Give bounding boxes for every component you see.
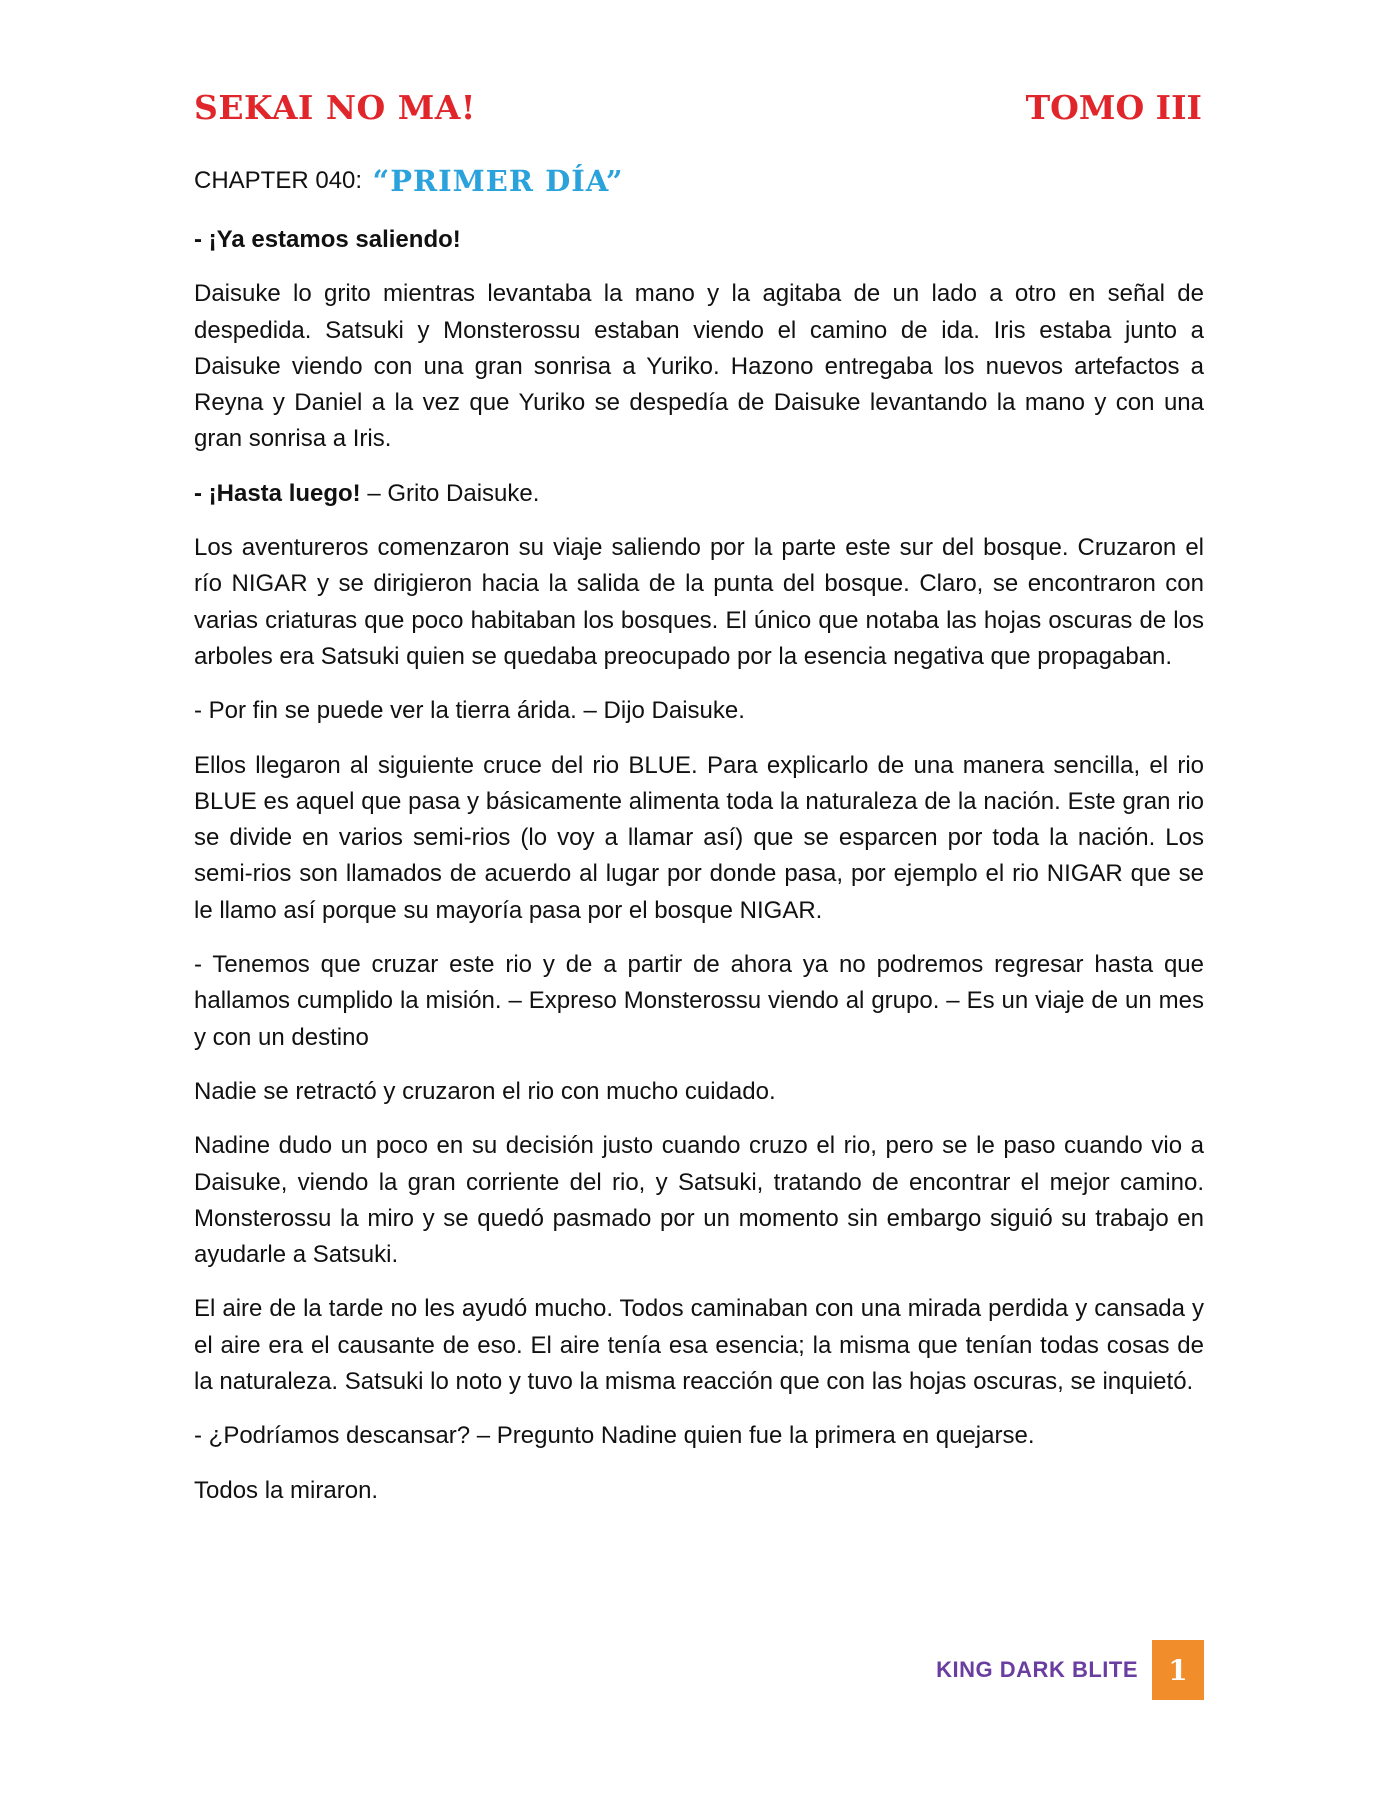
chapter-label: CHAPTER 040:: [194, 167, 363, 194]
paragraph-text: - Tenemos que cruzar este rio y de a partir de ahora ya no podremos regresar hasta que hallamos cumplido la misión. – Expreso Monsterossu viendo al grupo. – Es un viaje de un mes y con un destino: [194, 951, 1204, 1051]
paragraph-text: Nadie se retractó y cruzaron el rio con mucho cuidado.: [194, 1077, 776, 1105]
paragraph: [194, 693, 1204, 729]
paragraph: [194, 222, 1204, 258]
paragraph-bold-text: - ¡Hasta luego!: [194, 479, 361, 507]
paragraph: [194, 1473, 1204, 1509]
paragraph: [194, 530, 1204, 675]
paragraph: [194, 1074, 1204, 1110]
paragraph: [194, 476, 1204, 512]
paragraph-text: Los aventureros comenzaron su viaje saliendo por la parte este sur del bosque. Cruzaron el río NIGAR y se dirigieron hacia la salida de la punta del bosque. Claro, se encontraron con varias criaturas que poco habitaban los bosques. El único que notaba las hojas oscuras de los arboles era Satsuki quien se quedaba preocupado por la esencia negativa que propagaban.: [194, 534, 1204, 670]
volume-label: TOMO III: [1025, 88, 1202, 127]
paragraph: [194, 1418, 1204, 1454]
paragraph: [194, 947, 1204, 1056]
paragraph-text: Daisuke lo grito mientras levantaba la mano y la agitaba de un lado a otro en señal de despedida. Satsuki y Monsterossu estaban viendo el camino de ida. Iris estaba junto a Daisuke viendo con una gran sonrisa a Yuriko. Hazono entregaba los nuevos artefactos a Reyna y Daniel a la vez que Yuriko se despedía de Daisuke levantando la mano y con una gran sonrisa a Iris.: [194, 280, 1204, 453]
paragraph-text: – Grito Daisuke.: [360, 479, 540, 507]
paragraph: [194, 1291, 1204, 1400]
page-header: [194, 88, 1202, 132]
paragraph: [194, 276, 1204, 457]
paragraph-bold-text: - ¡Ya estamos saliendo!: [194, 226, 461, 253]
paragraph-text: Nadine dudo un poco en su decisión justo cuando cruzo el rio, pero se le paso cuando vio a Daisuke, viendo la gran corriente del rio, y Satsuki, tratando de encontrar el mejor camino. Monsterossu la miro y se quedó pasmado por un momento sin embargo siguió su trabajo en ayudarle a Satsuki.: [194, 1132, 1204, 1269]
page-number-badge: 1: [1152, 1640, 1204, 1700]
book-title: SEKAI NO MA!: [194, 88, 476, 127]
paragraph-text: El aire de la tarde no les ayudó mucho. Todos caminaban con una mirada perdida y cansada y el aire era el causante de eso. El aire tenía esa esencia; la misma que tenían todas cosas de la naturaleza. Satsuki lo noto y tuvo la misma reacción que con las hojas oscuras, se inquietó.: [194, 1295, 1204, 1396]
paragraph: [194, 1128, 1204, 1273]
paragraph: [194, 748, 1204, 929]
paragraph-text: - Por fin se puede ver la tierra árida. – Dijo Daisuke.: [194, 697, 745, 725]
chapter-heading: [194, 164, 624, 204]
chapter-title: “PRIMER DÍA”: [372, 164, 624, 198]
paragraph-text: Todos la miraron.: [194, 1476, 379, 1504]
author-name: KING DARK BLITE: [936, 1657, 1138, 1682]
paragraph-text: Ellos llegaron al siguiente cruce del rio BLUE. Para explicarlo de una manera sencilla, el rio BLUE es aquel que pasa y básicamente alimenta toda la naturaleza de la nación. Este gran rio se divide en varios semi-rios (lo voy a llamar así) que se esparcen por toda la nación. Los semi-rios son llamados de acuerdo al lugar por donde pasa, por ejemplo el rio NIGAR que se le llamo así porque su mayoría pasa por el bosque NIGAR.: [194, 751, 1204, 924]
paragraph-text: - ¿Podríamos descansar? – Pregunto Nadine quien fue la primera en quejarse.: [194, 1422, 1035, 1450]
page-footer: [936, 1640, 1204, 1700]
chapter-body: [194, 222, 1204, 1527]
